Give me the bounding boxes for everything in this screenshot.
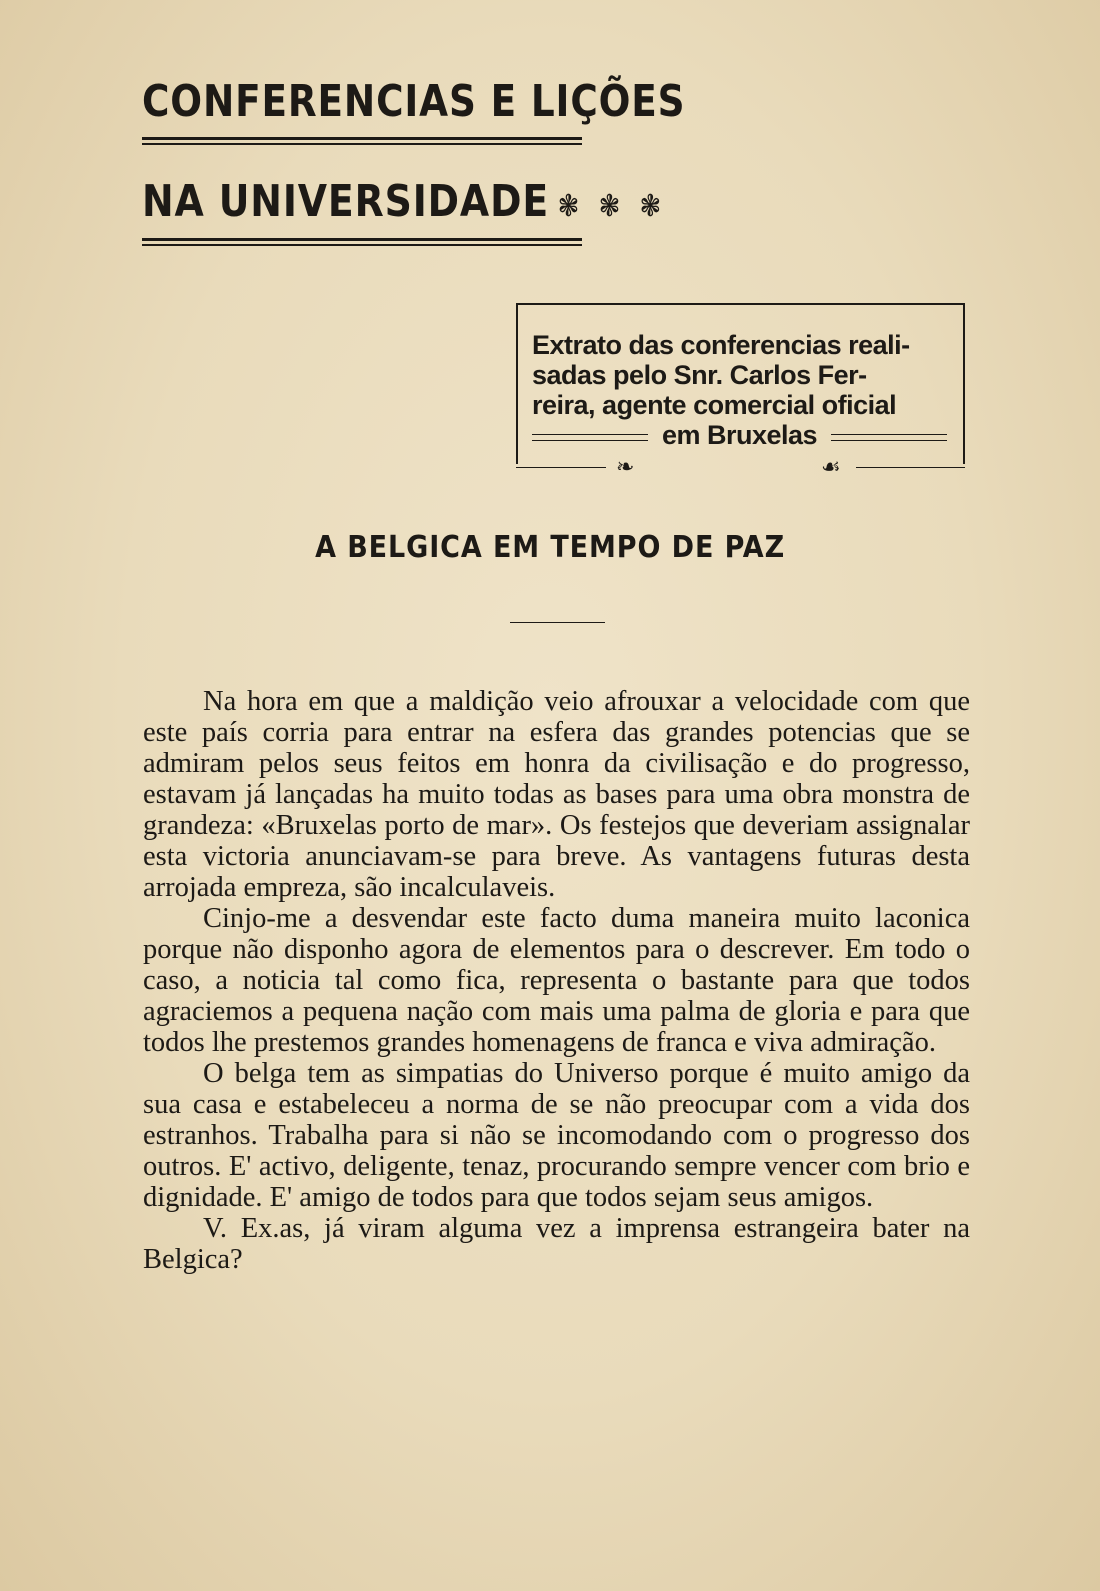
extract-line: em Bruxelas bbox=[661, 420, 818, 450]
section-title: A BELGICA EM TEMPO DE PAZ bbox=[315, 530, 785, 565]
paragraph: Cinjo-me a desvendar este facto duma maneira muito laconica porque não disponho agora de elementos para o descrever. Em todo o caso, a noticia tal como fica, representa o bastante para que todos agraciemos a pequena nação com mais uma palma de gloria e para que todos lhe prestemos grandes homenagens de franca e viva admiração. bbox=[143, 903, 970, 1058]
double-rule-top bbox=[142, 137, 582, 145]
article-body bbox=[143, 686, 970, 1275]
section-divider bbox=[510, 622, 605, 623]
extract-line: reira, agente comercial oficial bbox=[532, 390, 897, 420]
flourish-right-icon: ☙ bbox=[821, 455, 841, 480]
extract-box-bottom bbox=[516, 455, 965, 483]
extract-note bbox=[532, 330, 947, 450]
double-rule-bottom bbox=[142, 238, 582, 246]
heading-line-2 bbox=[142, 176, 667, 227]
extract-line: sadas pelo Snr. Carlos Fer- bbox=[532, 360, 867, 390]
dash-rule bbox=[831, 434, 947, 441]
bottom-rule-left bbox=[516, 467, 606, 468]
heading-line-1: CONFERENCIAS E LIÇÕES bbox=[142, 76, 686, 127]
heading-line-2-text: NA UNIVERSIDADE bbox=[142, 176, 550, 227]
flourish-left-icon: ❧ bbox=[616, 455, 635, 480]
extract-line: Extrato das conferencias reali- bbox=[532, 330, 910, 360]
bottom-rule-right bbox=[856, 467, 965, 468]
dash-rule bbox=[532, 434, 648, 441]
paragraph: O belga tem as simpatias do Universo porque é muito amigo da sua casa e estabeleceu a norma de se não preocupar com a vida dos estranhos. Trabalha para si não se incomodando com o progresso dos outros. E' activo, deligente, tenaz, procurando sempre vencer com brio e dignidade. E' amigo de todos para que todos sejam seus amigos. bbox=[143, 1058, 970, 1213]
paragraph: V. Ex.as, já viram alguma vez a imprensa estrangeira bater na Belgica? bbox=[143, 1213, 970, 1275]
ornament-icon: ❃ ❃ ❃ bbox=[557, 189, 667, 224]
paragraph: Na hora em que a maldição veio afrouxar a velocidade com que este país corria para entrar na esfera das grandes potencias que se admiram pelos seus feitos em honra da civilisação e do progresso, estavam já lançadas ha muito todas as bases para uma obra monstra de grandeza: «Bruxelas porto de mar». Os festejos que deveriam assignalar esta victoria anunciavam-se para breve. As vantagens futuras desta arrojada empreza, são incalculaveis. bbox=[143, 686, 970, 903]
extract-last-line bbox=[532, 420, 947, 450]
